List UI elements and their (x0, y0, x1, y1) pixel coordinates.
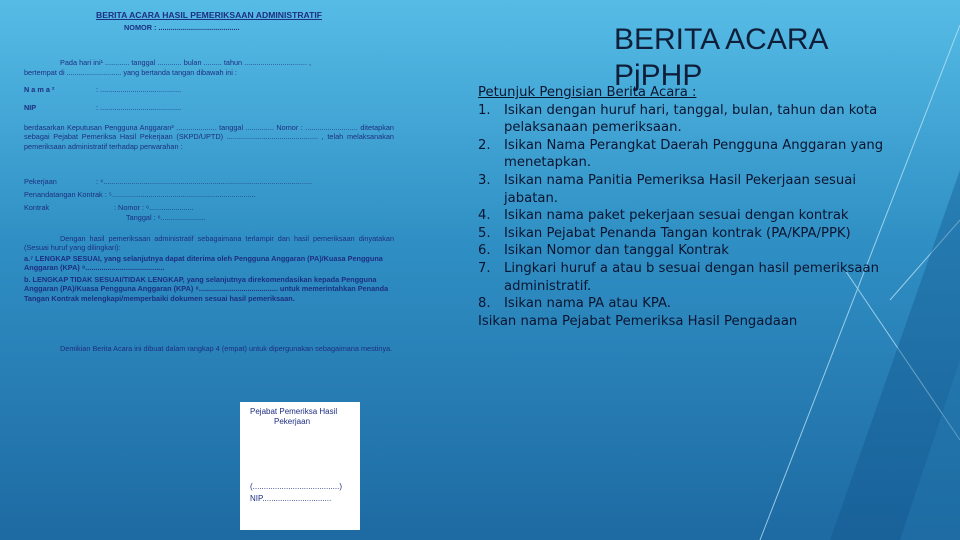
signature-box (240, 402, 360, 530)
doc-kontrak-nomor: : Nomor : ⁶...................... (114, 203, 194, 212)
doc-nip-label: NIP (24, 103, 37, 112)
instruction-item: 5. Isikan Pejabat Penanda Tangan kontrak (PA/KPA/PPK) (478, 225, 851, 241)
instructions-last: Isikan nama Pejabat Pemeriksa Hasil Pengadaan (478, 313, 798, 329)
doc-heading: BERITA ACARA HASIL PEMERIKSAAN ADMINISTRATIF (96, 10, 322, 20)
instruction-item: 6. Isikan Nomor dan tanggal Kontrak (478, 243, 729, 259)
doc-nomor: NOMOR : ........................................ (124, 23, 240, 32)
instruction-item: 7. Lingkari huruf a atau b sesuai dengan hasil pemeriksaan administratif. (478, 260, 879, 294)
document-image (22, 6, 402, 376)
doc-paragraph-1: berdasarkan Keputusan Pengguna Anggaran³ .................... tanggal .............. Nomor : .......................... ditetapkan sebagai Pejabat Pemeriksa Hasil Pekerjaan (SKPD/UPTD) ............................................. , telah melaksanakan pemeriksaan administratif terhadap perwarahan : (24, 123, 394, 151)
doc-penandatangan: Penandatangan Kontrak : ⁵....................................................................... (24, 190, 256, 199)
doc-paragraph-2: Dengan hasil pemeriksaan administratif sebagaimana terlampir dan hasil pemeriksaan dinyatakan (Sesuai huruf yang dilingkari): (24, 234, 394, 253)
instruction-item: 3. Isikan nama Panitia Pemeriksa Hasil Pekerjaan sesuai jabatan. (478, 172, 857, 206)
doc-line-1: Pada hari ini¹ ............ tanggal ............ bulan ......... tahun ............................... , (60, 58, 312, 67)
sig-title-2: Pekerjaan (274, 417, 311, 426)
sig-nip: NIP............................... (250, 494, 332, 503)
sig-title-1: Pejabat Pemeriksa Hasil (250, 407, 338, 416)
instruction-item: 2. Isikan Nama Perangkat Daerah Pengguna Anggaran yang menetapkan. (478, 137, 884, 171)
doc-nama-value: : ........................................ (96, 85, 182, 94)
instructions-list (478, 102, 918, 313)
doc-nama-label: N a m a ² (24, 85, 55, 94)
instructions (478, 84, 918, 330)
slide-title-line-2: PjPHP (614, 59, 703, 92)
instruction-item: 8. Isikan nama PA atau KPA. (478, 296, 671, 312)
instruction-item: 4. Isikan nama paket pekerjaan sesuai dengan kontrak (478, 208, 849, 224)
doc-paragraph-3: Demikian Berita Acara ini dibuat dalam rangkap 4 (empat) untuk dipergunakan sebagaimana mestinya. (60, 344, 393, 353)
doc-pekerjaan-value: : ⁴....................................................................................................... (96, 177, 313, 186)
doc-kontrak-label: Kontrak (24, 203, 50, 212)
slide-title-line-1: BERITA ACARA (614, 23, 829, 56)
doc-option-a: a.⁷ LENGKAP SESUAI, yang selanjutnya dapat diterima oleh Pengguna Anggaran (PA)/Kuasa Pengguna Anggaran (KPA) ⁸....................................... (24, 254, 383, 273)
instructions-heading: Petunjuk Pengisian Berita Acara : (478, 85, 697, 100)
doc-option-b: b. LENGKAP TIDAK SESUAI/TIDAK LENGKAP, yang selanjutnya direkomendasikan kepada Pengguna Anggaran (PA)/Kuasa Pengguna Anggaran (KPA) ⁸....................................... untuk memerintahkan Penanda Tangan Kontrak melengkapi/memperbaiki dokumen sesuai hasil pemeriksaan. (24, 275, 389, 303)
doc-line-2: bertempat di ........................... yang bertanda tangan dibawah ini : (24, 68, 237, 77)
sig-name: (.......................................) (250, 482, 343, 491)
doc-kontrak-tanggal: Tanggal : ⁶...................... (126, 213, 206, 222)
instruction-item: 1. Isikan dengan huruf hari, tanggal, bulan, tahun dan kota pelaksanaan pemeriksaan. (478, 102, 878, 136)
doc-pekerjaan-label: Pekerjaan (24, 177, 57, 186)
doc-nip-value: : ........................................ (96, 103, 182, 112)
